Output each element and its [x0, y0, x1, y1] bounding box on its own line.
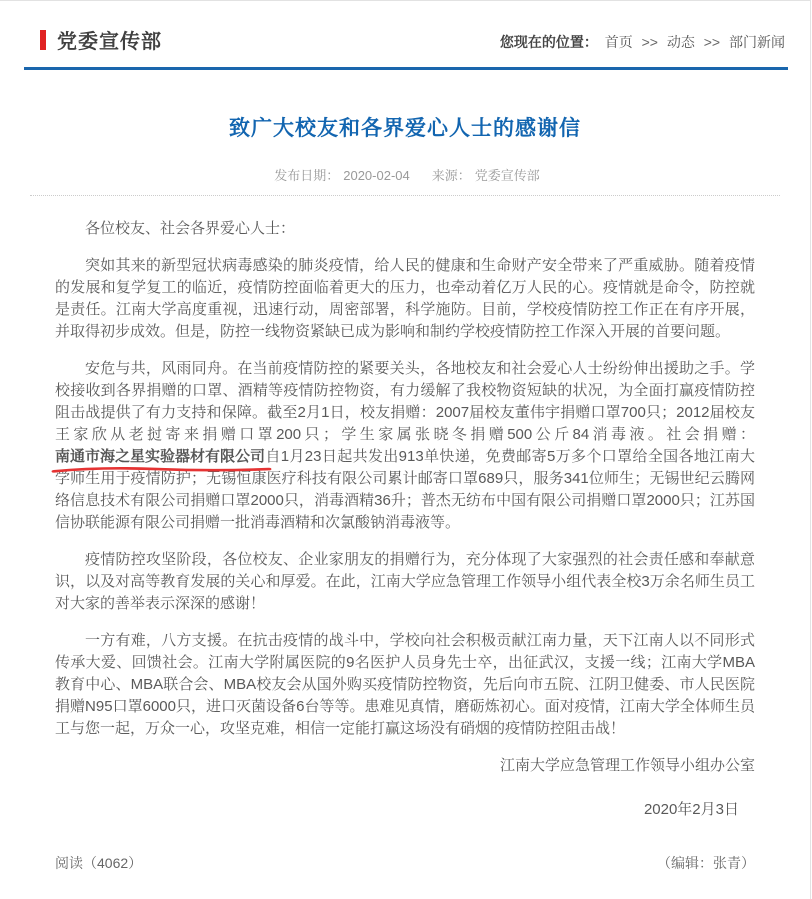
publish-date: 2020-02-04: [343, 168, 410, 183]
breadcrumb-news-link[interactable]: 动态: [666, 34, 695, 50]
article: [30, 112, 780, 899]
publish-date-label: 发布日期：: [274, 168, 340, 183]
highlighted-company-name: [55, 446, 265, 468]
breadcrumb-dept-news-link[interactable]: 部门新闻: [729, 34, 785, 50]
section-title: 党委宣传部: [57, 31, 162, 53]
signature-date: 2020年2月3日: [643, 801, 739, 818]
article-body: [55, 218, 755, 740]
editor-credit: （编辑：张青）: [657, 855, 755, 871]
paragraph-2: 突如其来的新型冠状病毒感染的肺炎疫情，给人民的健康和生命财产安全带来了严重威胁。随着疫情的发展和复学复工的临近，疫情防控面临着更大的压力，也牵动着亿万人民的心。疫情就是命令，防控就是责任。江南大学高度重视，迅速行动，周密部署，科学施防。目前，学校疫情防控工作正在有序开展，并取得初步成效。但是，防控一线物资紧缺已成为影响和制约学校疫情防控工作深入开展的首要问题。: [55, 257, 755, 340]
breadcrumb-label: 您现在的位置：: [499, 34, 598, 50]
breadcrumb-home-link[interactable]: 首页: [604, 34, 633, 50]
source-label: 来源：: [431, 168, 471, 183]
article-meta: [30, 165, 780, 196]
paragraph-4: 疫情防控攻坚阶段，各位校友、企业家朋友的捐赠行为，充分体现了大家强烈的社会责任感和奉献意识，以及对高等教育发展的关心和厚爱。在此，江南大学应急管理工作领导小组代表全校3万余名师生员工对大家的善举表示深深的感谢！: [55, 551, 755, 612]
paragraph-salutation: 各位校友、社会各界爱心人士：: [85, 220, 296, 237]
paragraph-3-text-after: 自1月23日起共发出913单快递，免费邮寄5万多个口罩给全国各地江南大学师生用于疫情防护；无锡恒康医疗科技有限公司累计邮寄口罩689只，服务341位师生；无锡世纪云腾网络信息技术有限公司捐赠口罩2000只，消毒酒精36升；普杰无纺布中国有限公司捐赠口罩2000只；江苏国信协联能源有限公司捐赠一批消毒酒精和次氯酸钠消毒液等。: [55, 448, 755, 531]
source-value: 党委宣传部: [474, 168, 540, 183]
signature-office: 江南大学应急管理工作领导小组办公室: [499, 757, 755, 774]
company-name-text: 南通市海之星实验器材有限公司: [55, 448, 266, 465]
paragraph-3: [55, 358, 755, 534]
section-title-block: [40, 25, 162, 54]
article-footer: [55, 853, 755, 899]
read-count: 阅读（4062）: [55, 855, 143, 871]
breadcrumb-separator: >>: [641, 34, 658, 50]
page-header: [24, 1, 788, 70]
paragraph-3-text-before: 安危与共，风雨同舟。在当前疫情防控的紧要关头，各地校友和社会爱心人士纷纷伸出援助之手。学校接收到各界捐赠的口罩、酒精等疫情防控物资，有力缓解了我校物资短缺的状况，为全面打赢疫情防控阻击战提供了有力支持和保障。截至2月1日，校友捐赠：2007届校友董伟宇捐赠口罩700只；2012届校友王家欣从老挝寄来捐赠口罩200只；学生家属张晓冬捐赠500公斤84消毒液。社会捐赠：: [55, 360, 755, 443]
article-title: 致广大校友和各界爱心人士的感谢信: [229, 117, 581, 140]
breadcrumb: [500, 32, 788, 54]
red-accent-bar-icon: [40, 30, 46, 50]
paragraph-5: 一方有难，八方支援。在抗击疫情的战斗中，学校向社会积极贡献江南力量，天下江南人以不同形式传承大爱、回馈社会。江南大学附属医院的9名医护人员身先士卒，出征武汉，支援一线；江南大学MBA教育中心、MBA联合会、MBA校友会从国外购买疫情防控物资，先后向市五院、江阴卫健委、市人民医院捐赠N95口罩6000只，进口灭菌设备6台等等。患难见真情，磨砺炼初心。面对疫情，江南大学全体师生员工与您一起，万众一心，攻坚克难，相信一定能打赢这场没有硝烟的疫情防控阻击战！: [55, 632, 755, 737]
breadcrumb-separator: >>: [703, 34, 721, 50]
